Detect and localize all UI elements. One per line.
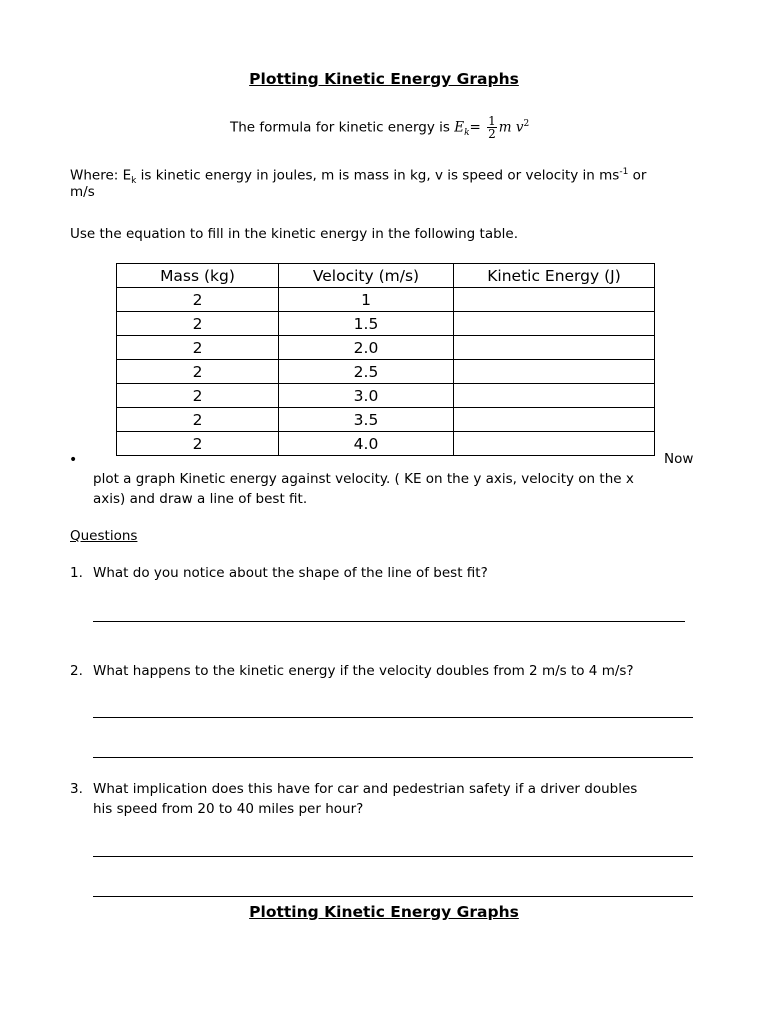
table-row — [117, 384, 655, 408]
table-row — [117, 408, 655, 432]
question-2-number: 2. — [70, 663, 83, 679]
cell-kinetic-energy[interactable] — [454, 408, 655, 432]
formula-exponent: 2 — [523, 119, 530, 129]
cell-mass: 2 — [117, 288, 279, 312]
cell-velocity: 2.5 — [279, 360, 454, 384]
cell-kinetic-energy[interactable] — [454, 360, 655, 384]
table-row — [117, 336, 655, 360]
header-kinetic-energy: Kinetic Energy (J) — [454, 264, 655, 288]
cell-mass: 2 — [117, 336, 279, 360]
question-3-text-line-1: What implication does this have for car and pedestrian safety if a driver doubles — [93, 781, 638, 797]
formula-denominator: 2 — [488, 127, 496, 141]
kinetic-energy-table — [116, 263, 655, 456]
where-part-2: is kinetic energy in joules, m is mass in kg, v is speed or velocity in ms — [136, 167, 620, 184]
cell-mass: 2 — [117, 360, 279, 384]
where-part-3: or — [628, 167, 647, 184]
cell-mass: 2 — [117, 432, 279, 456]
cell-velocity: 3.0 — [279, 384, 454, 408]
where-line-1 — [70, 162, 646, 191]
formula-v: v — [515, 119, 524, 136]
cell-kinetic-energy[interactable] — [454, 336, 655, 360]
question-1-number: 1. — [70, 565, 83, 581]
cell-kinetic-energy[interactable] — [454, 432, 655, 456]
formula-e: E — [454, 119, 465, 136]
formula-equals: = — [469, 119, 481, 136]
formula-e-subscript: k — [464, 128, 470, 139]
answer-line-3b[interactable] — [93, 896, 693, 897]
answer-line-2b[interactable] — [93, 757, 693, 758]
table-header-row — [117, 264, 655, 288]
cell-kinetic-energy[interactable] — [454, 312, 655, 336]
header-mass: Mass (kg) — [117, 264, 279, 288]
cell-velocity: 2.0 — [279, 336, 454, 360]
cell-mass: 2 — [117, 384, 279, 408]
formula-intro: The formula for kinetic energy is — [230, 119, 450, 136]
question-3-text-line-2: his speed from 20 to 40 miles per hour? — [93, 801, 364, 817]
cell-velocity: 1.5 — [279, 312, 454, 336]
where-part-1: Where: E — [70, 167, 132, 184]
bullet-line-1: plot a graph Kinetic energy against velocity. ( KE on the y axis, velocity on the x — [93, 471, 634, 487]
table-row — [117, 360, 655, 384]
answer-line-2a[interactable] — [93, 717, 693, 718]
page-title: Plotting Kinetic Energy Graphs — [249, 70, 519, 88]
answer-line-1[interactable] — [93, 621, 685, 622]
where-line-2: m/s — [70, 184, 95, 200]
cell-velocity: 1 — [279, 288, 454, 312]
questions-heading: Questions — [70, 528, 138, 544]
question-3-number: 3. — [70, 781, 83, 797]
where-superscript: -1 — [619, 167, 629, 177]
question-2-text: What happens to the kinetic energy if the velocity doubles from 2 m/s to 4 m/s? — [93, 663, 634, 679]
formula-fraction — [487, 115, 497, 140]
table-row — [117, 312, 655, 336]
table-row — [117, 432, 655, 456]
bullet-icon: • — [69, 452, 78, 468]
question-1-text: What do you notice about the shape of the line of best fit? — [93, 565, 488, 581]
instruction: Use the equation to fill in the kinetic energy in the following table. — [70, 226, 519, 242]
cell-velocity: 3.5 — [279, 408, 454, 432]
cell-velocity: 4.0 — [279, 432, 454, 456]
table-row — [117, 288, 655, 312]
cell-mass: 2 — [117, 312, 279, 336]
bullet-line-2: axis) and draw a line of best fit. — [93, 491, 308, 507]
answer-line-3a[interactable] — [93, 856, 693, 857]
bullet-now: Now — [664, 451, 694, 467]
where-subscript: k — [131, 176, 137, 187]
formula-line — [230, 114, 529, 143]
footer-title: Plotting Kinetic Energy Graphs — [249, 903, 519, 921]
cell-mass: 2 — [117, 408, 279, 432]
header-velocity: Velocity (m/s) — [279, 264, 454, 288]
cell-kinetic-energy[interactable] — [454, 288, 655, 312]
formula-m: m — [498, 119, 512, 136]
cell-kinetic-energy[interactable] — [454, 384, 655, 408]
formula-numerator: 1 — [488, 114, 496, 128]
